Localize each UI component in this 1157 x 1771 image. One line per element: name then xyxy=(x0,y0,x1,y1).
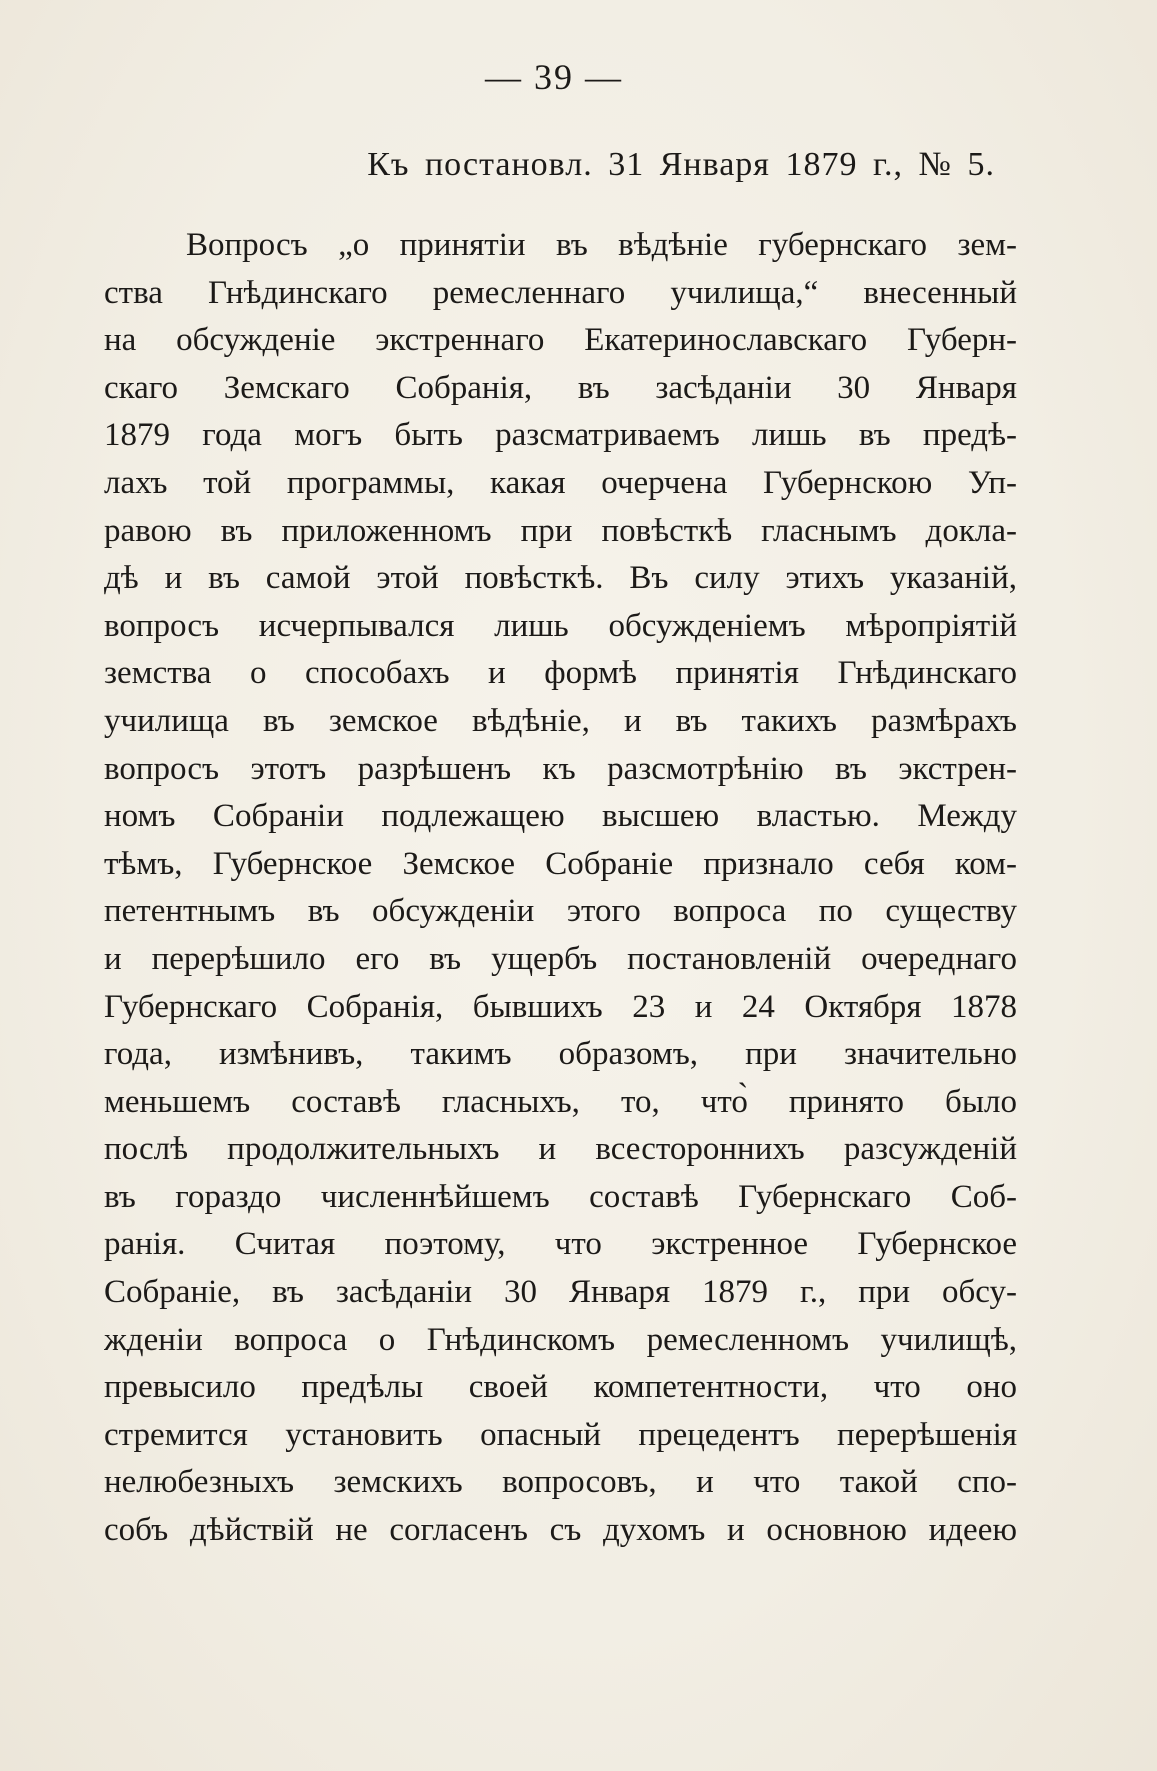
text-line: номъ Собраніи подлежащею высшею властью. Между xyxy=(104,798,1017,835)
text-line: вопросъ этотъ разрѣшенъ къ разсмотрѣнію въ экстрен- xyxy=(104,750,1017,787)
text-line: Вопросъ „о принятіи въ вѣдѣніе губернскаго зем- xyxy=(186,227,1017,263)
text-line: 1879 года могъ быть разсматриваемъ лишь въ предѣ- xyxy=(104,417,1017,454)
text-line: училища въ земское вѣдѣніе, и въ такихъ размѣрахъ xyxy=(104,702,1017,739)
text-line: стремится установить опасный прецедентъ перерѣшенія xyxy=(104,1416,1017,1453)
text-line: Губернскаго Собранія, бывшихъ 23 и 24 Октября 1878 xyxy=(104,988,1017,1025)
body-text xyxy=(104,222,1017,1555)
text-line: земства о способахъ и формѣ принятія Гнѣдинскаго xyxy=(104,655,1017,692)
text-line: послѣ продолжительныхъ и всестороннихъ разсужденій xyxy=(104,1131,1017,1168)
text-line: собъ дѣйствій не согласенъ съ духомъ и основною идеею xyxy=(104,1512,1017,1549)
text-line: жденіи вопроса о Гнѣдинскомъ ремесленномъ училищѣ, xyxy=(104,1321,1017,1358)
text-line: года, измѣнивъ, такимъ образомъ, при значительно xyxy=(104,1036,1017,1073)
text-line: петентнымъ въ обсужденіи этого вопроса по существу xyxy=(104,893,1017,930)
text-line: нелюбезныхъ земскихъ вопросовъ, и что такой спо- xyxy=(104,1464,1017,1501)
text-line: равою въ приложенномъ при повѣсткѣ гласнымъ докла- xyxy=(104,512,1017,549)
text-line: скаго Земскаго Собранія, въ засѣданіи 30 Января xyxy=(104,369,1017,406)
text-line: вопросъ исчерпывался лишь обсужденіемъ мѣропріятій xyxy=(104,607,1017,644)
text-line: въ гораздо численнѣйшемъ составѣ Губернскаго Соб- xyxy=(104,1178,1017,1215)
text-line: ства Гнѣдинскаго ремесленнаго училища,“ внесенный xyxy=(104,274,1017,311)
text-line: ранія. Считая поэтому, что экстренное Губернское xyxy=(104,1226,1017,1263)
text-line: дѣ и въ самой этой повѣсткѣ. Въ силу этихъ указаній, xyxy=(104,560,1017,597)
text-line: и перерѣшило его въ ущербъ постановленій очереднаго xyxy=(104,940,1017,977)
page-number: — 39 — xyxy=(485,57,623,97)
text-line: тѣмъ, Губернское Земское Собраніе признало себя ком- xyxy=(104,845,1017,882)
text-line: лахъ той программы, какая очерчена Губернскою Уп- xyxy=(104,464,1017,501)
text-line: Собраніе, въ засѣданіи 30 Января 1879 г., при обсу- xyxy=(104,1274,1017,1311)
resolution-heading: Къ постановл. 31 Января 1879 г., № 5. xyxy=(367,146,995,183)
text-line: на обсужденіе экстреннаго Екатеринославскаго Губерн- xyxy=(104,322,1017,359)
text-line: превысило предѣлы своей компетентности, что оно xyxy=(104,1369,1017,1406)
text-line: меньшемъ составѣ гласныхъ, то, что̀ принято было xyxy=(104,1083,1017,1120)
